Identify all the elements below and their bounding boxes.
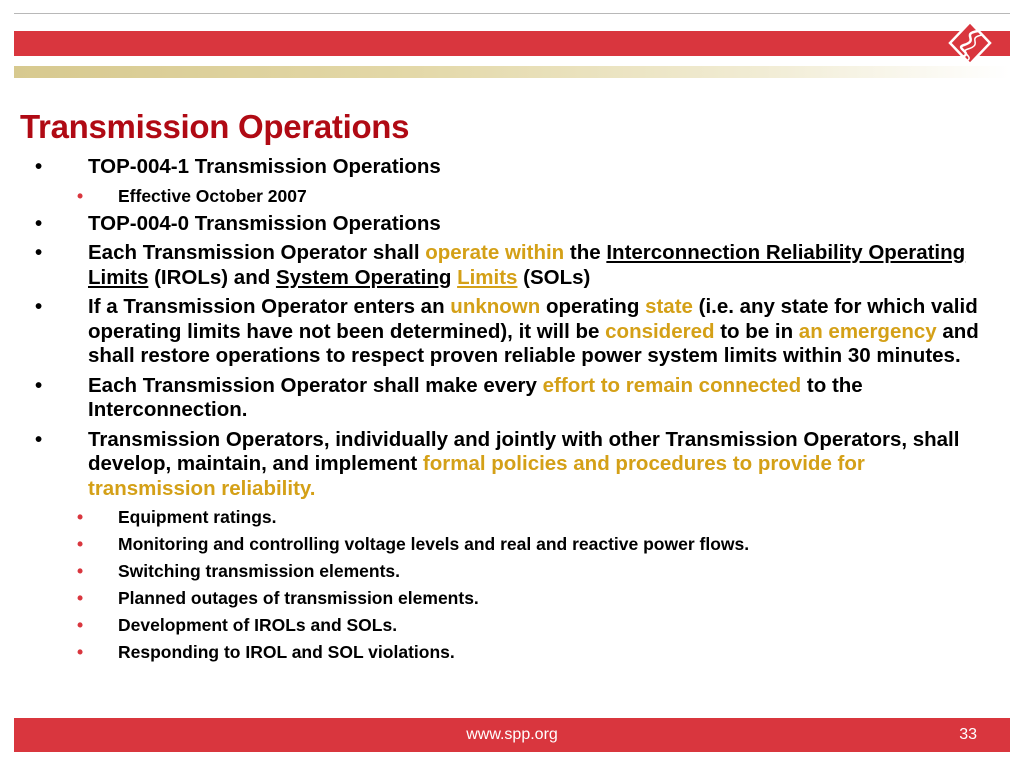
bullet-dot: •: [35, 241, 43, 264]
bullet-top-004-0: • TOP-004-0 Transmission Operations: [35, 211, 441, 235]
bullet-top-004-1: • TOP-004-1 Transmission Operations: [35, 155, 441, 178]
spp-logo-icon: [948, 20, 992, 66]
bullet-operate-within: • Each Transmission Operator shall operate within the Interconnection Reliability Operating Limits (IROLs) and System Operating Limits (SOLs): [35, 241, 966, 289]
sub-bullet-equipment-ratings: • Equipment ratings.: [77, 507, 277, 527]
bullet-dot: •: [77, 588, 84, 608]
page-number: 33: [959, 726, 977, 743]
bullet-dot: •: [77, 642, 84, 662]
header-bar: [14, 31, 1010, 56]
bullet-formal-policies: • Transmission Operators, individually and jointly with other Transmission Operators, shall develop, maintain, and implement formal policies and procedures to provide for transmission reliability.: [35, 427, 960, 500]
bullet-dot: •: [35, 155, 43, 178]
footer-bar: [14, 718, 1010, 752]
bullet-dot: •: [77, 534, 84, 554]
bullet-dot: •: [77, 507, 84, 527]
bullet-remain-connected: • Each Transmission Operator shall make every effort to remain connected to the Interconnection.: [35, 373, 863, 421]
bullet-dot: •: [77, 615, 84, 635]
sub-bullet-development: • Development of IROLs and SOLs.: [77, 615, 398, 635]
sub-bullet-effective-date: • Effective October 2007: [77, 185, 307, 206]
sub-bullet-switching: • Switching transmission elements.: [77, 561, 401, 581]
bullet-dot: •: [77, 561, 84, 581]
sub-bullet-planned-outages: • Planned outages of transmission elements.: [77, 588, 479, 608]
footer-url[interactable]: www.spp.org: [466, 726, 558, 743]
bullet-dot: •: [35, 373, 43, 397]
sub-bullet-voltage-monitoring: • Monitoring and controlling voltage levels and real and reactive power flows.: [77, 534, 750, 554]
bullet-unknown-state: • If a Transmission Operator enters an unknown operating state (i.e. any state for which valid operating limits have not been determined), it will be considered to be in an emergency and shall restore operations to respect proven reliable power system limits within 30 minutes.: [35, 295, 979, 367]
sub-bullet-violations: • Responding to IROL and SOL violations.: [77, 642, 455, 662]
bullet-dot: •: [35, 211, 43, 235]
slide-title: Transmission Operations: [20, 108, 410, 145]
bullet-dot: •: [35, 295, 43, 318]
bullet-list: [0, 155, 1024, 668]
bullet-dot: •: [77, 185, 84, 206]
top-divider: [14, 13, 1010, 14]
header-accent-bar: [14, 66, 1010, 78]
bullet-dot: •: [35, 427, 43, 451]
